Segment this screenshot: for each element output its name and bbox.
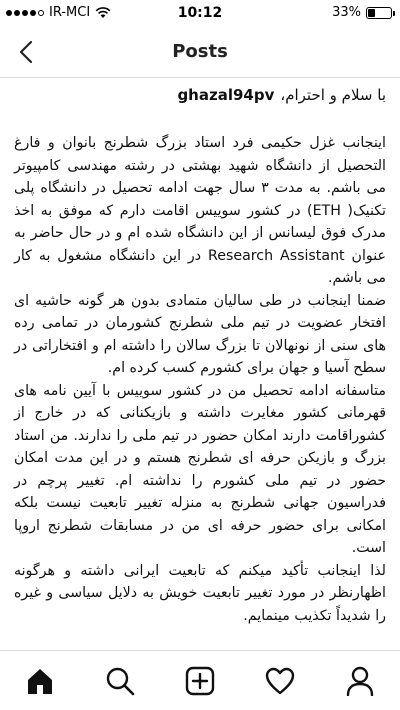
caption-paragraph-1: اینجانب غزل حکیمی فرد استاد بزرگ شطرنج بانوان و فارغ التحصیل از دانشگاه شهید بهشتی در رشته مهندسی کامپیوتر می باشم. به مدت ۳ سال جهت ادامه تحصیل در دانشگاه پلی تکنیک( ETH) در کشور سوییس اقامت دارم که موفق به اخذ مدرک فوق لیسانس از این دانشگاه شده ام و در حال حاضر به عنوان Research Assistant در این دانشگاه مشغول به کار می باشم. bbox=[14, 135, 387, 286]
caption-paragraph-2: ضمنا اینجانب در طی سالیان متمادی بدون هر گونه حاشیه ای افتخار عضویت در تیم ملی شطرنج کشورمان در تمامی رده های سنی از نونهالان تا بزرگ سالان را داشته ام و افتخاراتی در سطح آسیا و جهان برای کشورم کسب کرده ام. bbox=[14, 292, 386, 376]
post-caption bbox=[0, 80, 400, 650]
status-bar bbox=[0, 0, 400, 26]
caption-head bbox=[14, 80, 386, 110]
caption-paragraph-3: متاسفانه ادامه تحصیل من در کشور سوییس با آیین نامه های قهرمانی کشور مغایرت داشته و بازیکنانی که در خارج از کشوراقامت دارند امکان حضور در تیم ملی را ندارند. من استاد بزرگ و بازیکن حرفه ای شطرنج هستم و در این مدت امکان حضور در تیم ملی کشورم را نداشته ام. تغییر پرچم در فدراسیون جهانی شطرنج به منزله تغییر تابعیت نیست بلکه امکانی برای حضور حرفه ای من در مسابقات شطرنج اروپا است. bbox=[14, 382, 386, 556]
add-post-icon bbox=[185, 666, 215, 696]
home-icon bbox=[25, 667, 55, 695]
heart-icon bbox=[265, 667, 295, 695]
battery-icon bbox=[366, 7, 392, 19]
caption-paragraph-4: لذا اینجانب تأکید میکنم که تابعیت ایرانی داشته و هرگونه اظهارنظر در مورد تغییر تابعیت خویش به دلایل سیاسی و غیره را شدیداً تکذیب مینمایم. bbox=[14, 562, 386, 624]
battery-percent: 33% bbox=[332, 5, 361, 20]
nav-bar bbox=[0, 26, 400, 78]
search-icon bbox=[105, 666, 135, 696]
status-right bbox=[332, 5, 392, 20]
post-username[interactable]: ghazal94pv bbox=[177, 86, 275, 104]
tab-search[interactable] bbox=[100, 661, 140, 701]
tab-add[interactable] bbox=[180, 661, 220, 701]
page-title: Posts bbox=[172, 41, 228, 62]
caption-greeting: با سلام و احترام، bbox=[280, 86, 386, 104]
profile-icon bbox=[346, 666, 374, 696]
tab-home[interactable] bbox=[20, 661, 60, 701]
carrier-name: IR-MCI bbox=[49, 5, 91, 20]
tab-profile[interactable] bbox=[340, 661, 380, 701]
battery-level bbox=[368, 9, 375, 17]
status-time: 10:12 bbox=[177, 5, 223, 21]
chevron-left-icon[interactable] bbox=[12, 38, 40, 66]
bottom-tab-bar bbox=[0, 650, 400, 710]
tab-activity[interactable] bbox=[260, 661, 300, 701]
